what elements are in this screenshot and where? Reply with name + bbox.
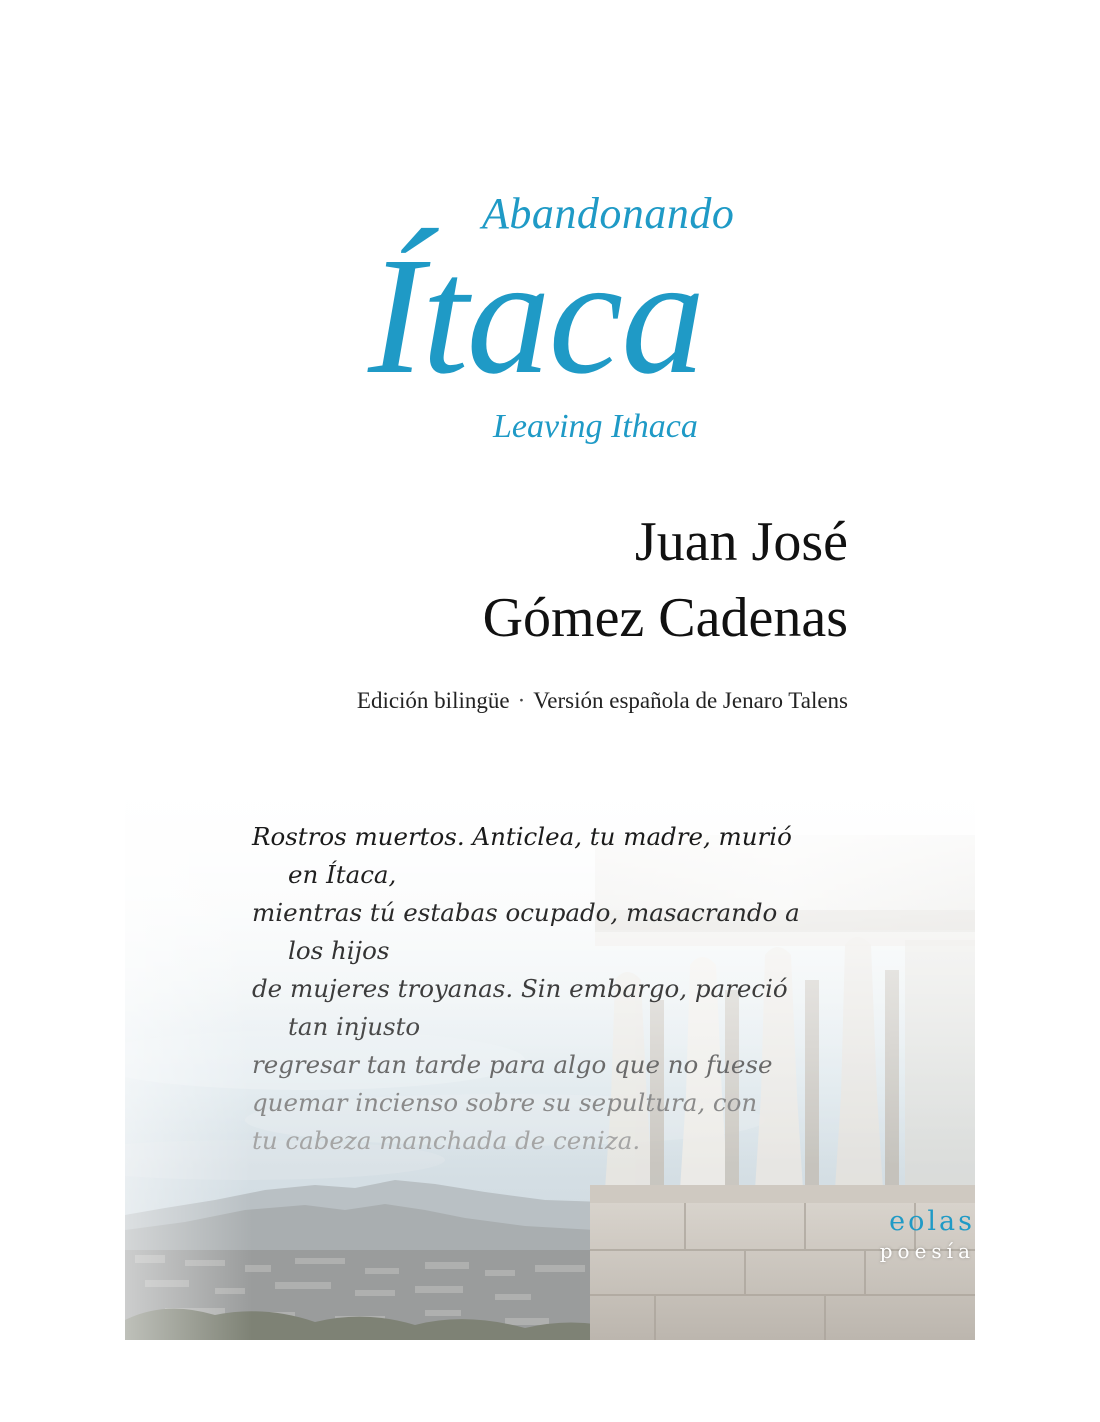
poem-line: regresar tan tarde para algo que no fuese [252, 1050, 773, 1079]
poem-line: de mujeres troyanas. Sin embargo, pareció [252, 974, 788, 1003]
edition-translator: Versión española de Jenaro Talens [533, 688, 848, 713]
publisher-name: eolas [889, 1206, 975, 1237]
publisher-logo [880, 1206, 975, 1263]
edition-separator: · [517, 688, 526, 713]
title-main: Ítaca [368, 223, 704, 409]
poem-line: los hijos [288, 936, 390, 965]
edition-line [357, 688, 848, 714]
poem-line: quemar incienso sobre su sepultura, con [252, 1088, 758, 1117]
poem-line: Rostros muertos. Anticlea, tu madre, murió [252, 822, 792, 851]
poem-line: mientras tú estabas ocupado, masacrando a [252, 898, 800, 927]
title-block [0, 0, 1100, 480]
author-first-name: Juan José [634, 511, 848, 573]
poem-line: tan injusto [288, 1012, 421, 1041]
author-last-name: Gómez Cadenas [482, 587, 848, 649]
poem-line: tu cabeza manchada de ceniza. [252, 1126, 641, 1155]
publisher-series: poesía [879, 1239, 975, 1263]
title-english: Leaving Ithaca [493, 408, 698, 445]
poem-line: en Ítaca, [288, 860, 397, 889]
edition-bilingual: Edición bilingüe [356, 688, 510, 713]
poem-excerpt [252, 818, 872, 1160]
title-top: Abandonando [482, 189, 735, 238]
